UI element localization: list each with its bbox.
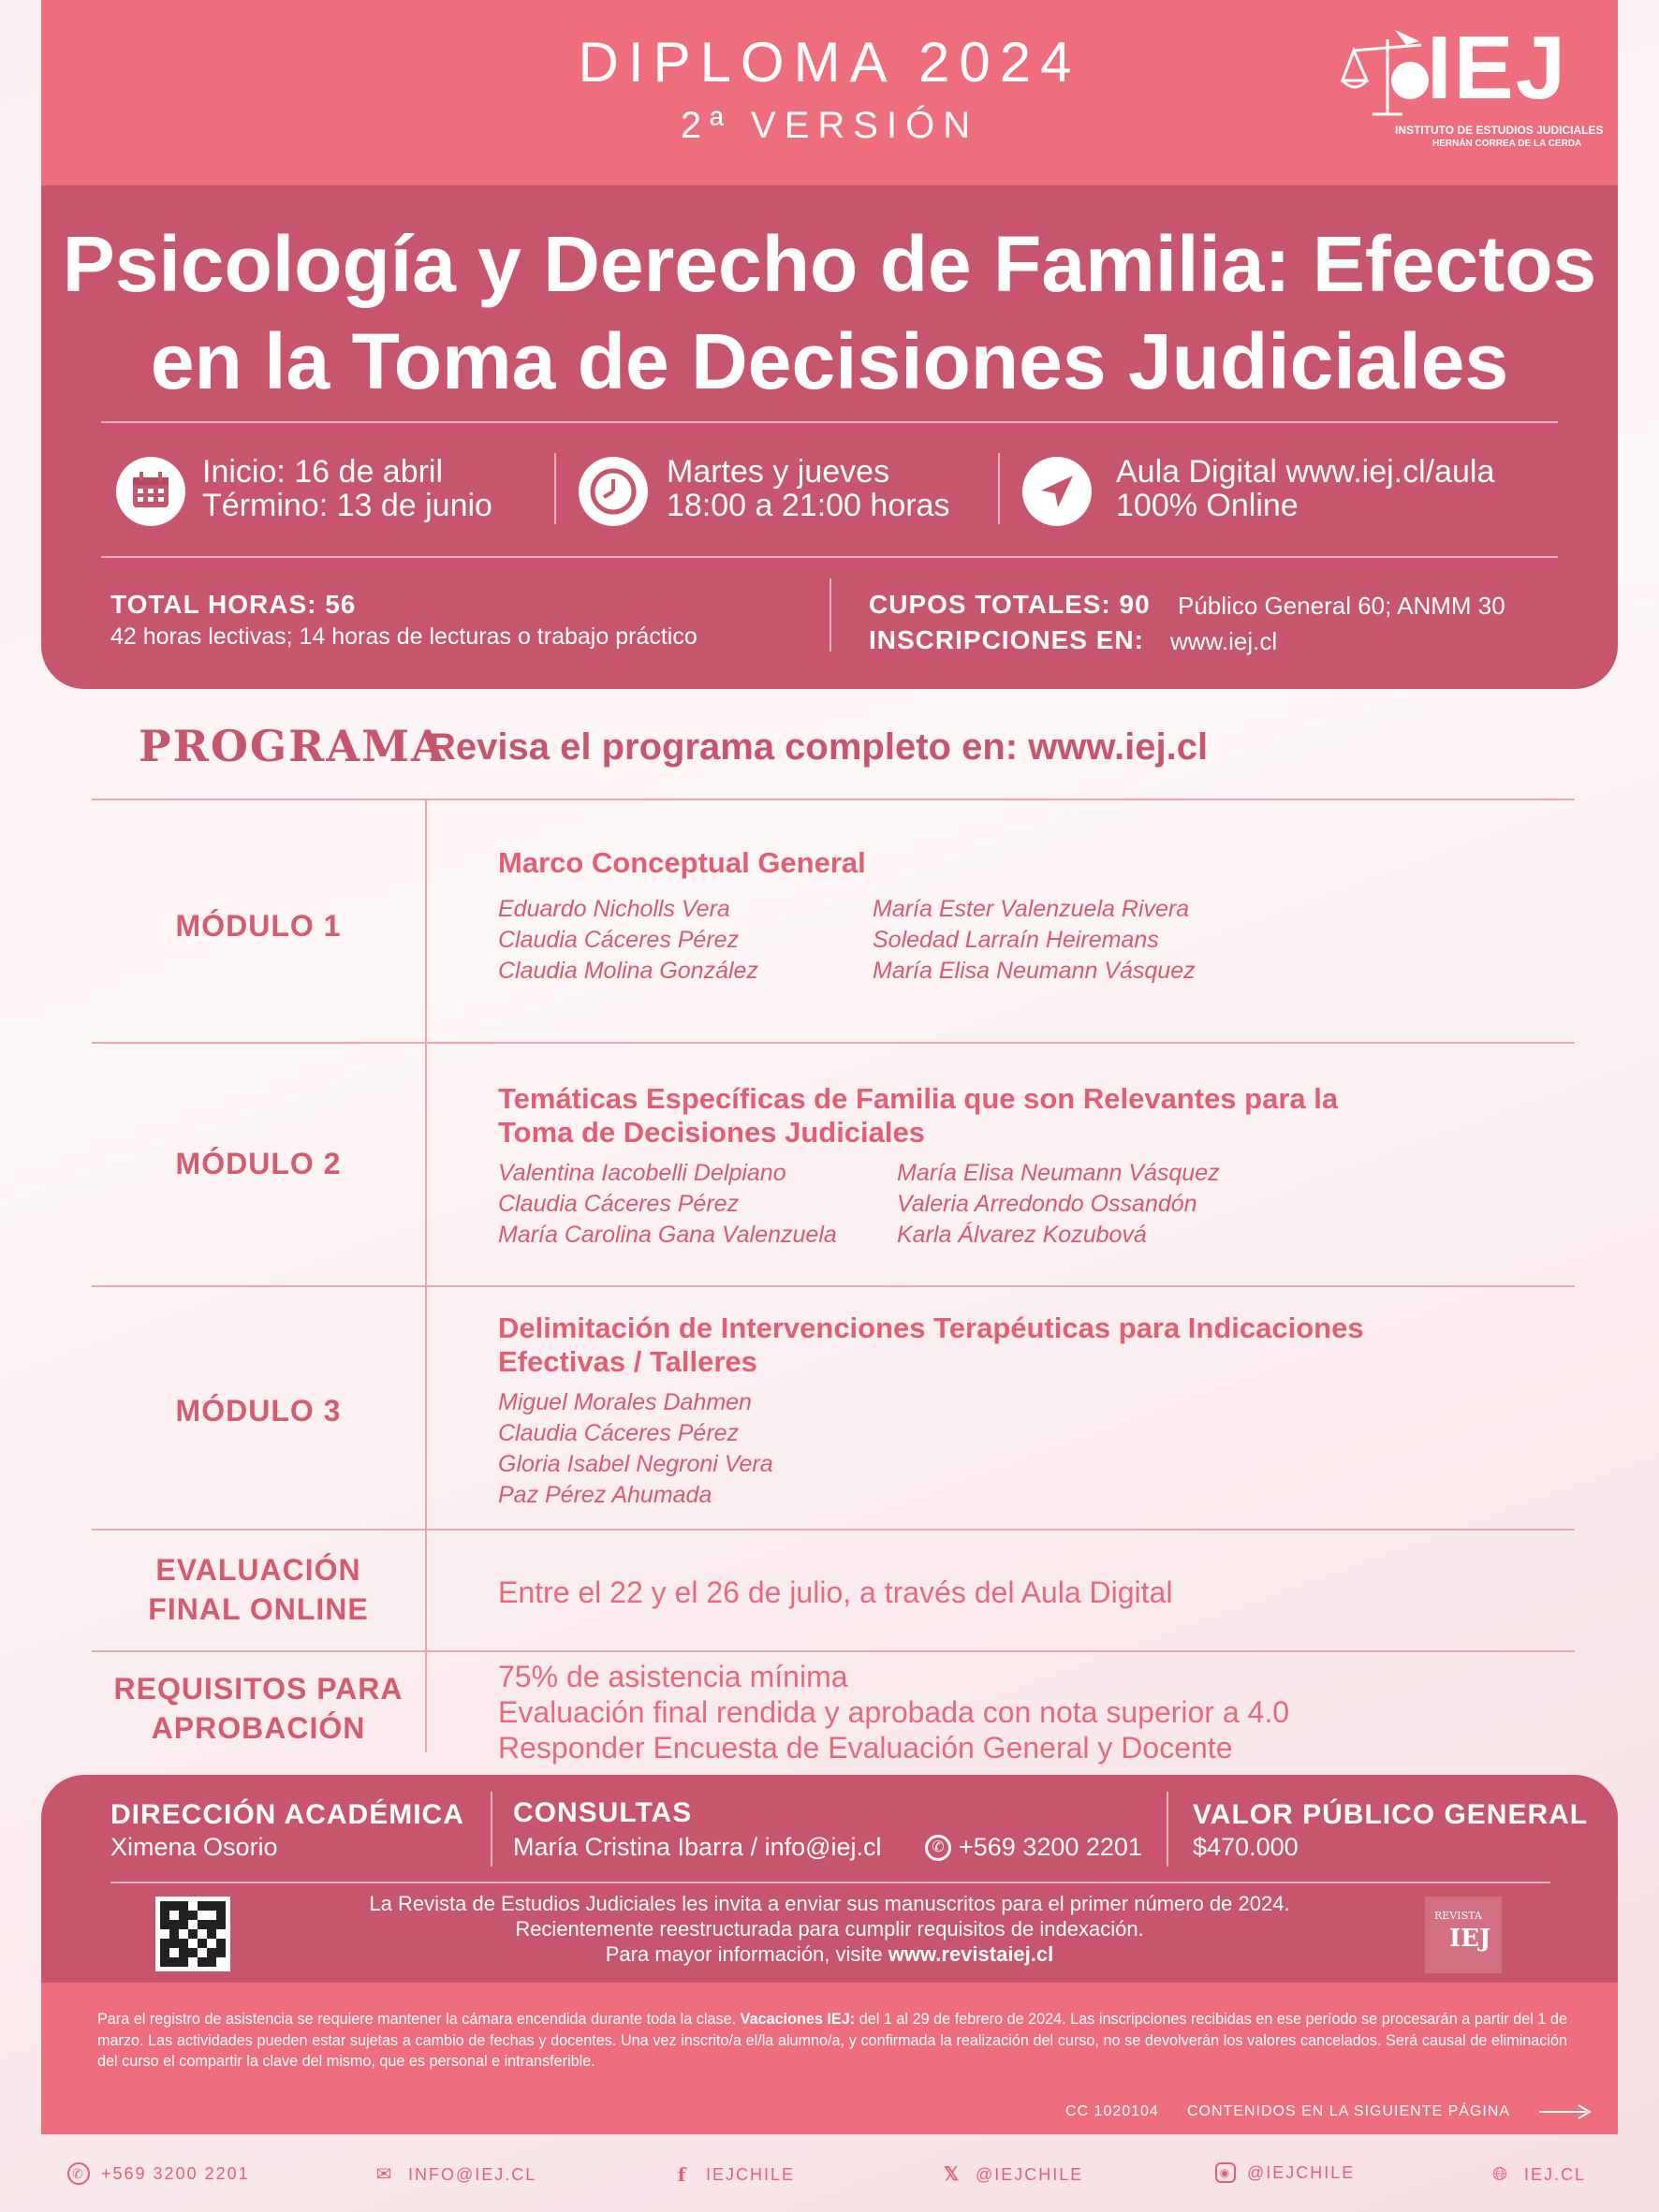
legal-text: Para el registro de asistencia se requiere mantener la cámara encendida durante toda la clase. <box>97 2011 741 2028</box>
revista-logo-text: REVISTA <box>1434 1910 1482 1922</box>
module-2-teachers-col1 <box>498 1158 837 1251</box>
social-instagram-text: @IEJCHILE <box>1247 2162 1356 2182</box>
social-x[interactable] <box>940 2162 1083 2187</box>
evaluacion-label <box>92 1550 425 1629</box>
teacher-name: Claudia Cáceres Pérez <box>498 1420 740 1446</box>
whatsapp-icon: ✆ <box>925 1835 951 1861</box>
arrow-right-icon <box>1539 2102 1592 2121</box>
module-1-label: MÓDULO 1 <box>175 909 342 943</box>
requisitos-label-line2: APROBACIÓN <box>151 1711 366 1745</box>
module-3-title <box>498 1311 1364 1379</box>
requisito-item: Evaluación final rendida y aprobada con nota superior a 4.0 <box>498 1695 1290 1729</box>
legal-vacaciones: Vacaciones IEJ: <box>740 2011 856 2028</box>
teacher-name: Gloria Isabel Negroni Vera <box>498 1451 773 1477</box>
logo-caption-sub: HERNÁN CORREA DE LA CERDA <box>1432 139 1582 149</box>
teacher-name: Soledad Larraín Heiremans <box>873 927 1159 953</box>
table-rule <box>92 1529 1575 1531</box>
facebook-icon: f <box>677 2163 688 2186</box>
diploma-version: 2ª VERSIÓN <box>680 105 979 146</box>
social-email[interactable] <box>373 2162 536 2187</box>
calendar-icon <box>116 457 185 526</box>
teacher-name: María Elisa Neumann Vásquez <box>897 1160 1220 1186</box>
revista-logo <box>1425 1897 1502 1973</box>
direccion-label: DIRECCIÓN ACADÉMICA <box>110 1799 464 1830</box>
course-schedule <box>667 455 949 522</box>
module-1-teachers-col2 <box>873 894 1196 987</box>
evaluacion-label-line1: EVALUACIÓN <box>155 1553 361 1587</box>
evaluacion-text: Entre el 22 y el 26 de julio, a través del Aula Digital <box>498 1575 1173 1609</box>
legal-notice <box>97 2009 1567 2073</box>
divider <box>830 579 831 652</box>
table-column-rule <box>425 798 427 1752</box>
module-2-teachers-col2 <box>897 1158 1220 1251</box>
location-arrow-icon <box>1022 457 1092 526</box>
title-band <box>41 185 1618 689</box>
evaluacion-label-line2: FINAL ONLINE <box>148 1592 369 1626</box>
divider <box>110 1882 1550 1883</box>
table-rule <box>92 798 1575 800</box>
social-x-text: @IEJCHILE <box>976 2164 1084 2184</box>
module-3-label: MÓDULO 3 <box>175 1394 342 1428</box>
consultas-value: María Cristina Ibarra / info@iej.cl <box>513 1833 882 1861</box>
revista-line1: La Revista de Estudios Judiciales les invita a enviar sus manuscritos para el primer número de 2024. <box>369 1892 1290 1915</box>
revista-invitation <box>247 1891 1412 1967</box>
scales-of-justice-icon <box>1341 22 1434 120</box>
table-rule <box>92 1650 1575 1652</box>
diploma-title: DIPLOMA 2024 <box>578 31 1081 94</box>
requisitos-label-line1: REQUISITOS PARA <box>113 1672 404 1706</box>
x-icon: 𝕏 <box>943 2164 962 2185</box>
module-2-label: MÓDULO 2 <box>175 1147 342 1180</box>
header-band <box>41 0 1618 185</box>
end-date: Término: 13 de junio <box>202 488 492 523</box>
social-phone-text: +569 3200 2201 <box>101 2163 250 2183</box>
total-hours: TOTAL HORAS: 56 <box>110 590 357 619</box>
module-3-title-line1: Delimitación de Intervenciones Terapéuticas para Indicaciones <box>498 1311 1364 1344</box>
course-title-line1: Psicología y Derecho de Familia: Efectos <box>62 220 1597 308</box>
online-label: 100% Online <box>1116 488 1299 523</box>
module-2-title <box>498 1082 1338 1150</box>
start-date: Inicio: 16 de abril <box>202 454 444 490</box>
teacher-name: Karla Álvarez Kozubová <box>897 1222 1147 1248</box>
divider <box>1167 1792 1168 1867</box>
requisitos-list <box>498 1659 1289 1765</box>
module-1-title: Marco Conceptual General <box>498 846 866 879</box>
teacher-name: Claudia Cáceres Pérez <box>498 1191 740 1217</box>
clock-icon <box>579 457 648 526</box>
table-rule <box>92 1285 1575 1287</box>
module-2-title-line2: Toma de Decisiones Judiciales <box>498 1116 925 1149</box>
course-title <box>60 215 1599 410</box>
social-web[interactable] <box>1489 2162 1586 2187</box>
teacher-name: María Ester Valenzuela Rivera <box>873 896 1190 922</box>
teacher-name: María Carolina Gana Valenzuela <box>498 1222 837 1248</box>
revista-line3 <box>247 1941 1412 1967</box>
module-1-teachers-col1 <box>498 894 758 987</box>
total-cupos: CUPOS TOTALES: 90 <box>869 590 1151 619</box>
consultas-label: CONSULTAS <box>513 1797 693 1828</box>
inscripciones-label: INSCRIPCIONES EN: <box>869 625 1144 654</box>
logo-wordmark: IEJ <box>1427 18 1568 118</box>
instagram-icon: ◉ <box>1215 2162 1236 2183</box>
cupos-detail: Público General 60; ANMM 30 <box>1178 592 1505 620</box>
teacher-name: Miguel Morales Dahmen <box>498 1389 752 1415</box>
programa-link[interactable]: Revisa el programa completo en: www.iej.cl <box>429 726 1209 768</box>
whatsapp-icon: ✆ <box>67 2162 90 2185</box>
requisito-item: 75% de asistencia mínima <box>498 1660 848 1693</box>
mail-icon: ✉ <box>375 2164 394 2185</box>
teacher-name: Claudia Molina González <box>498 958 758 984</box>
schedule-hours: 18:00 a 21:00 horas <box>667 488 950 523</box>
hours-detail: 42 horas lectivas; 14 horas de lecturas o trabajo práctico <box>110 623 697 650</box>
module-2-title-line1: Temáticas Específicas de Familia que son Relevantes para la <box>498 1082 1339 1115</box>
course-modality <box>1116 455 1494 522</box>
divider <box>491 1792 492 1867</box>
requisito-item: Responder Encuesta de Evaluación General y Docente <box>498 1731 1233 1765</box>
teacher-name: Valeria Arredondo Ossandón <box>897 1191 1197 1217</box>
flyer-page <box>41 0 1618 2212</box>
social-facebook-text: IEJCHILE <box>706 2164 796 2184</box>
legal-text: del 1 al 29 de febrero de 2024. Las inscripciones recibidas en ese período se procesarán a partir del 1 de marzo. Las actividades pueden estar sujetas a cambio de fechas y docentes. Una vez inscrito/a el/la alumno/a, y confirmada la realización del curso, no se devolverán los valores cancelados. Será causal de eliminación del curso el compartir la clave del mismo, que es personal e intransferible. <box>97 2011 1568 2071</box>
revista-logo-mark: IEJ <box>1449 1925 1491 1953</box>
consultas-phone[interactable] <box>925 1833 1142 1862</box>
social-phone[interactable] <box>67 2162 250 2185</box>
course-dates <box>202 455 492 522</box>
divider <box>101 556 1558 558</box>
inscripciones-link[interactable]: www.iej.cl <box>1170 627 1278 655</box>
revista-line2: Recientemente reestructurada para cumplir requisitos de indexación. <box>515 1917 1144 1941</box>
teacher-name: Paz Pérez Ahumada <box>498 1482 712 1508</box>
globe-icon: 🌐︎ <box>1492 2164 1509 2185</box>
teacher-name: Valentina Iacobelli Delpiano <box>498 1160 786 1186</box>
logo-caption: INSTITUTO DE ESTUDIOS JUDICIALES <box>1395 124 1604 137</box>
teacher-name: Eduardo Nicholls Vera <box>498 896 730 922</box>
aula-digital-link: Aula Digital www.iej.cl/aula <box>1116 454 1495 490</box>
valor-value: $470.000 <box>1193 1833 1299 1861</box>
teacher-name: Claudia Cáceres Pérez <box>498 927 740 953</box>
social-web-text: IEJ.CL <box>1524 2164 1587 2184</box>
programa-label: PROGRAMA <box>139 721 447 771</box>
requisitos-label <box>92 1669 425 1748</box>
social-instagram[interactable] <box>1215 2162 1355 2183</box>
direccion-value: Ximena Osorio <box>110 1833 278 1861</box>
cc-code: CC 1020104 <box>1065 2103 1159 2119</box>
module-3-teachers <box>498 1387 773 1511</box>
iej-logo <box>1341 18 1604 163</box>
teacher-name: María Elisa Neumann Vásquez <box>873 958 1196 984</box>
revista-link[interactable]: www.revistaiej.cl <box>888 1942 1054 1966</box>
divider <box>998 453 1000 524</box>
module-3-title-line2: Efectivas / Talleres <box>498 1345 757 1378</box>
divider <box>101 421 1558 423</box>
table-rule <box>92 1042 1575 1044</box>
qr-code[interactable] <box>155 1897 230 1971</box>
schedule-days: Martes y jueves <box>667 454 890 490</box>
next-page-note: CONTENIDOS EN LA SIGUIENTE PÁGINA <box>1187 2103 1511 2119</box>
revista-line3-text: Para mayor información, visite <box>605 1942 888 1966</box>
consultas-phone-number: +569 3200 2201 <box>959 1833 1142 1861</box>
course-title-line2: en la Toma de Decisiones Judiciales <box>150 317 1509 405</box>
divider <box>554 453 556 524</box>
valor-label: VALOR PÚBLICO GENERAL <box>1193 1799 1589 1830</box>
social-facebook[interactable] <box>670 2162 795 2187</box>
social-email-text: INFO@IEJ.CL <box>408 2164 537 2184</box>
